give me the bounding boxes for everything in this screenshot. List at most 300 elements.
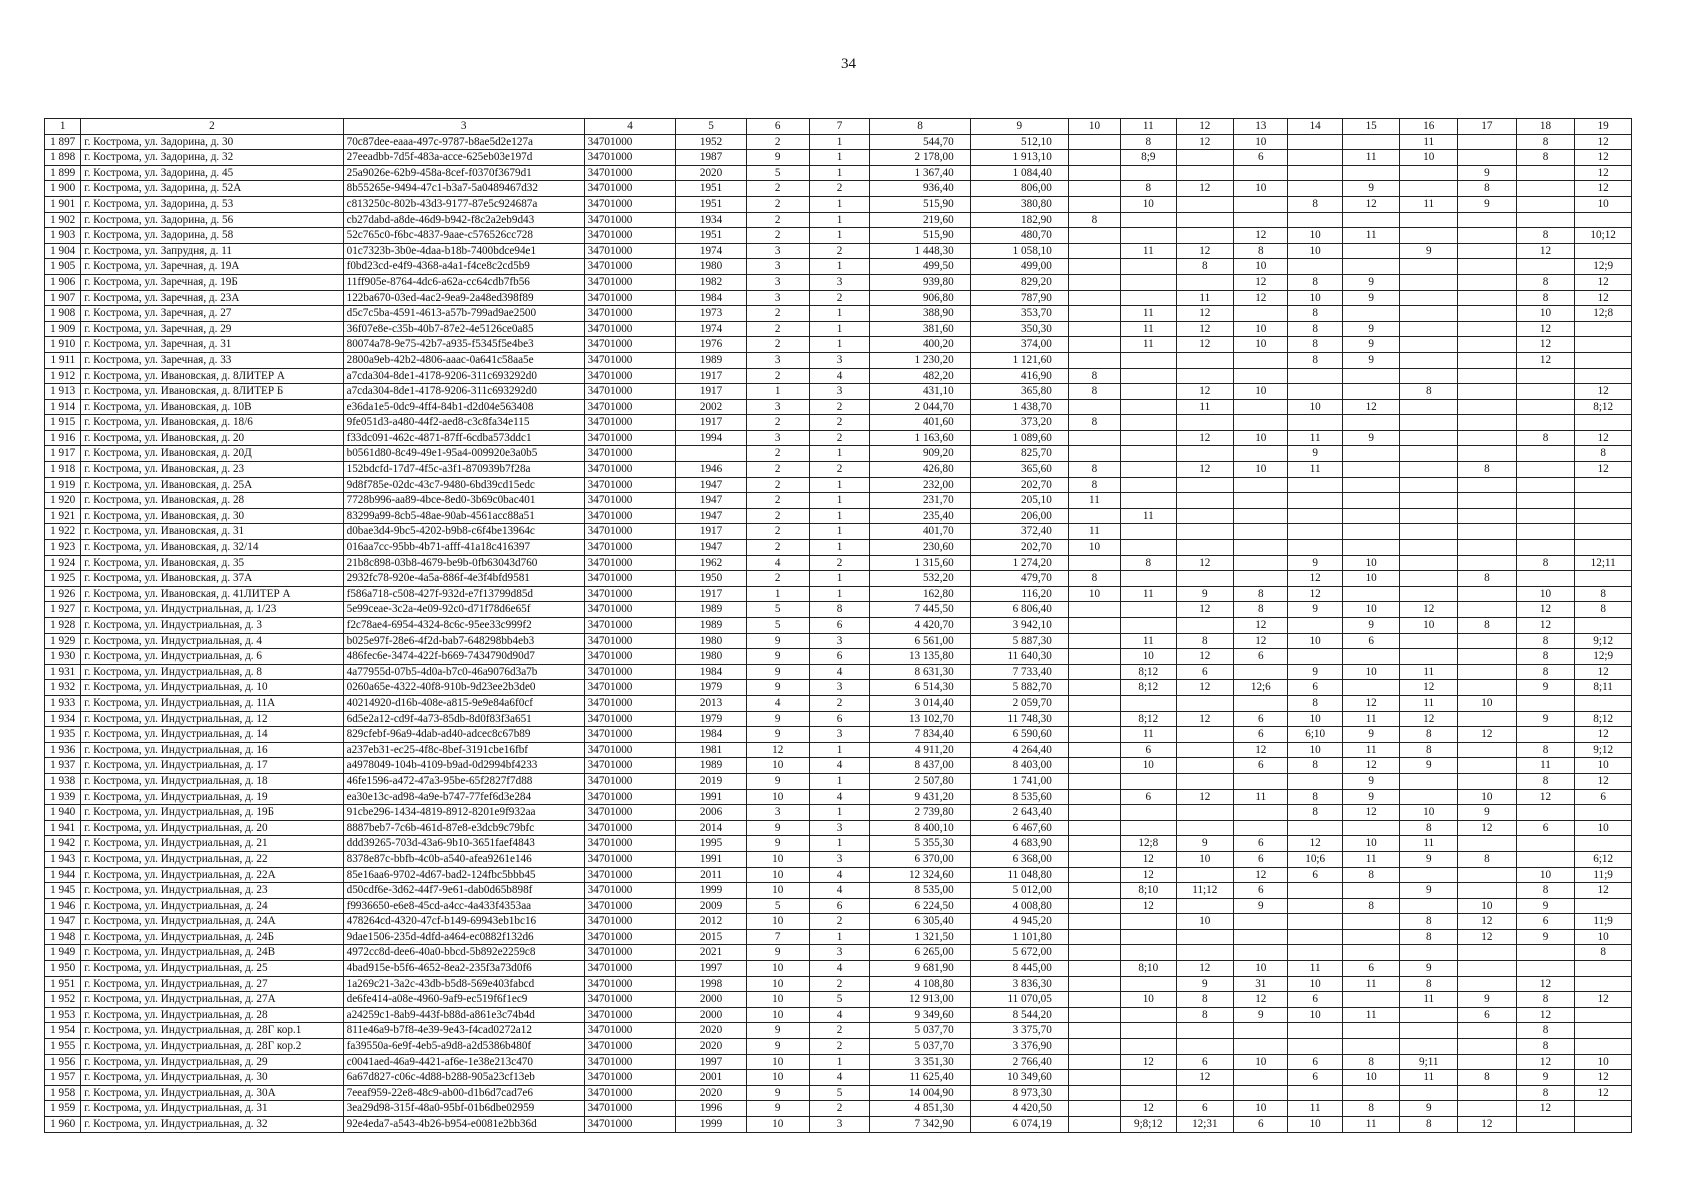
table-cell: 8 (1176, 992, 1234, 1008)
table-cell: 10 (1234, 134, 1288, 150)
table-row (45, 1023, 1632, 1039)
table-cell: 2 (746, 306, 809, 322)
table-cell: 12 (1342, 196, 1400, 212)
table-cell: 1 (809, 337, 870, 353)
table-cell (1400, 789, 1458, 805)
table-cell: de6fe414-a08e-4960-9af9-ec519f6f1ec9 (343, 992, 584, 1008)
table-cell: 1991 (676, 789, 746, 805)
table-cell: 3 (809, 1117, 870, 1133)
table-cell: 1 947 (45, 914, 81, 930)
table-cell: 3 (809, 352, 870, 368)
table-cell (1575, 337, 1632, 353)
table-cell: 5 355,30 (870, 836, 970, 852)
table-cell: 479,70 (970, 571, 1068, 587)
table-cell (1575, 618, 1632, 634)
table-cell: 12 (1176, 555, 1234, 571)
table-cell: 6a67d827-c06c-4d88-b288-905a23cf13eb (343, 1070, 584, 1086)
table-cell: 31 (1234, 976, 1288, 992)
table-cell: 10 (1234, 1101, 1288, 1117)
table-cell: cb27dabd-a8de-46d9-b942-f8c2a2eb9d43 (343, 212, 584, 228)
table-cell: 2 (809, 462, 870, 478)
column-number-cell: 18 (1516, 119, 1575, 135)
table-cell: 1 (746, 384, 809, 400)
table-cell: 2 (746, 228, 809, 244)
table-cell: 12 (1516, 618, 1575, 634)
table-cell (1400, 399, 1458, 415)
table-cell: 2 739,80 (870, 805, 970, 821)
table-cell (1176, 571, 1234, 587)
table-cell (1458, 602, 1517, 618)
table-cell: 5 037,70 (870, 1039, 970, 1055)
table-cell: 116,20 (970, 586, 1068, 602)
table-cell: 4 008,80 (970, 898, 1068, 914)
table-cell (1342, 649, 1400, 665)
table-cell (1458, 540, 1517, 556)
table-cell (1575, 1117, 1632, 1133)
table-cell: 1 315,60 (870, 555, 970, 571)
table-cell: 11 748,30 (970, 711, 1068, 727)
table-cell: 4 (809, 368, 870, 384)
table-cell: 34701000 (584, 477, 676, 493)
table-cell: 12 (1176, 680, 1234, 696)
table-cell: 10 (1121, 758, 1176, 774)
table-row (45, 1054, 1632, 1070)
table-cell (1068, 1085, 1120, 1101)
table-cell (1516, 415, 1575, 431)
table-cell: 11 (1121, 306, 1176, 322)
table-cell (1342, 540, 1400, 556)
table-row (45, 1101, 1632, 1117)
table-cell: 1 898 (45, 150, 81, 166)
table-cell: 1 950 (45, 961, 81, 977)
table-cell: 1 954 (45, 1023, 81, 1039)
table-cell: 1 925 (45, 571, 81, 587)
table-cell: 1995 (676, 836, 746, 852)
table-cell: 8;12 (1121, 680, 1176, 696)
table-row (45, 493, 1632, 509)
table-cell (1288, 415, 1342, 431)
table-cell: 1 924 (45, 555, 81, 571)
table-cell: 1 (809, 477, 870, 493)
table-cell: 1989 (676, 758, 746, 774)
table-cell: 1984 (676, 727, 746, 743)
table-cell: 9 (746, 1085, 809, 1101)
table-cell: 12 (1176, 961, 1234, 977)
table-cell (1458, 961, 1517, 977)
table-cell (1575, 571, 1632, 587)
table-cell: 10 (1288, 228, 1342, 244)
table-cell: f33dc091-462c-4871-87ff-6cdba573ddc1 (343, 430, 584, 446)
table-cell (1121, 1023, 1176, 1039)
table-cell: 1 367,40 (870, 165, 970, 181)
table-cell (1288, 477, 1342, 493)
table-cell: 2 (746, 477, 809, 493)
table-cell: 10 (1121, 649, 1176, 665)
table-cell (1234, 165, 1288, 181)
table-cell: г. Кострома, ул. Заречная, д. 29 (81, 321, 343, 337)
table-cell: 10 (1068, 540, 1120, 556)
table-cell (1575, 1007, 1632, 1023)
table-row (45, 867, 1632, 883)
table-cell (1176, 508, 1234, 524)
table-cell (1068, 742, 1120, 758)
table-cell: 6 (1288, 1054, 1342, 1070)
table-cell: г. Кострома, ул. Индустриальная, д. 28Г кор.2 (81, 1039, 343, 1055)
table-cell: 9 (1516, 1070, 1575, 1086)
table-row (45, 602, 1632, 618)
table-cell (1458, 742, 1517, 758)
table-cell: 2013 (676, 695, 746, 711)
table-cell: 8 (1176, 633, 1234, 649)
table-cell: 2020 (676, 1085, 746, 1101)
table-cell: г. Кострома, ул. Индустриальная, д. 27А (81, 992, 343, 1008)
table-cell: 2 (809, 399, 870, 415)
table-cell (1068, 883, 1120, 899)
table-cell: г. Кострома, ул. Задорина, д. 52А (81, 181, 343, 197)
table-cell: 2 (809, 243, 870, 259)
table-cell: 2 (746, 540, 809, 556)
table-cell: 46fe1596-a472-47a3-95be-65f2827f7d88 (343, 773, 584, 789)
table-row (45, 384, 1632, 400)
table-cell: 1981 (676, 742, 746, 758)
table-cell (1400, 773, 1458, 789)
table-cell: 1 926 (45, 586, 81, 602)
table-cell: г. Кострома, ул. Задорина, д. 45 (81, 165, 343, 181)
table-cell: г. Кострома, ул. Заречная, д. 31 (81, 337, 343, 353)
table-cell: 9 (1342, 727, 1400, 743)
table-cell (1516, 805, 1575, 821)
table-cell: 016aa7cc-95bb-4b71-afff-41a18c416397 (343, 540, 584, 556)
table-cell: 1 918 (45, 462, 81, 478)
table-cell: 906,80 (870, 290, 970, 306)
table-cell: 3ea29d98-315f-48a0-95bf-01b6dbe02959 (343, 1101, 584, 1117)
table-cell: 486fec6e-3474-422f-b669-7434790d90d7 (343, 649, 584, 665)
table-cell: 9 (1342, 290, 1400, 306)
table-cell (1234, 945, 1288, 961)
table-cell (1288, 165, 1342, 181)
table-cell (1121, 493, 1176, 509)
table-cell (1575, 477, 1632, 493)
table-cell: 10 (1342, 1070, 1400, 1086)
table-cell (1068, 1117, 1120, 1133)
table-cell: 4 (746, 555, 809, 571)
table-cell: 2 (746, 181, 809, 197)
table-cell (1458, 306, 1517, 322)
table-cell: 4972cc8d-dee6-40a0-bbcd-5b892e2259c8 (343, 945, 584, 961)
table-cell: 11 (1121, 508, 1176, 524)
table-cell: 34701000 (584, 976, 676, 992)
table-cell: 34701000 (584, 181, 676, 197)
table-cell: 9 (1342, 773, 1400, 789)
table-cell: 1982 (676, 274, 746, 290)
table-cell (676, 446, 746, 462)
table-cell (1342, 446, 1400, 462)
table-cell (1068, 618, 1120, 634)
table-cell (1121, 368, 1176, 384)
table-cell: 10 (1068, 586, 1120, 602)
table-cell (1458, 228, 1517, 244)
table-cell: 12 (1234, 618, 1288, 634)
table-cell (1288, 914, 1342, 930)
column-number-cell: 4 (584, 119, 676, 135)
table-cell: г. Кострома, ул. Индустриальная, д. 17 (81, 758, 343, 774)
table-cell (1121, 274, 1176, 290)
table-cell (1458, 508, 1517, 524)
table-cell: 6 (1176, 664, 1234, 680)
table-cell: 3 (809, 727, 870, 743)
table-cell: 34701000 (584, 820, 676, 836)
table-cell: 34701000 (584, 150, 676, 166)
table-cell: 70c87dee-eaaa-497c-9787-b8ae5d2e127a (343, 134, 584, 150)
table-cell: 1 903 (45, 228, 81, 244)
table-row (45, 399, 1632, 415)
table-cell (1176, 415, 1234, 431)
table-cell: ddd39265-703d-43a6-9b10-3651faef4843 (343, 836, 584, 852)
table-cell: 8 (1068, 212, 1120, 228)
table-cell: 2 (746, 462, 809, 478)
table-cell (1121, 773, 1176, 789)
table-row (45, 196, 1632, 212)
table-cell: 8;10 (1121, 961, 1176, 977)
table-cell: 1 (809, 493, 870, 509)
table-cell (1400, 368, 1458, 384)
table-cell: 1917 (676, 384, 746, 400)
table-cell (1458, 633, 1517, 649)
table-cell: 8 (1516, 274, 1575, 290)
table-row (45, 368, 1632, 384)
table-cell (1516, 399, 1575, 415)
table-cell: 512,10 (970, 134, 1068, 150)
table-cell: 1974 (676, 243, 746, 259)
table-cell: 12 (1516, 337, 1575, 353)
table-cell (1342, 477, 1400, 493)
table-cell: 2 (809, 181, 870, 197)
table-cell (1458, 1054, 1517, 1070)
table-cell: 8 (1516, 228, 1575, 244)
table-cell: 10 (1288, 711, 1342, 727)
table-cell: 1 (809, 773, 870, 789)
table-cell: 350,30 (970, 321, 1068, 337)
table-cell: 34701000 (584, 727, 676, 743)
table-cell: 2 507,80 (870, 773, 970, 789)
table-row (45, 820, 1632, 836)
table-cell: 11 (1121, 633, 1176, 649)
table-cell (1342, 368, 1400, 384)
table-cell (1176, 150, 1234, 166)
table-cell: 9 431,20 (870, 789, 970, 805)
table-cell (1176, 867, 1234, 883)
table-cell: 34701000 (584, 742, 676, 758)
table-cell: 1980 (676, 259, 746, 275)
table-cell: 4 (809, 883, 870, 899)
table-cell (1068, 867, 1120, 883)
table-cell: 34701000 (584, 1039, 676, 1055)
table-row (45, 243, 1632, 259)
table-cell: 12 (1176, 430, 1234, 446)
table-cell: г. Кострома, ул. Индустриальная, д. 20 (81, 820, 343, 836)
table-cell: 9 (1234, 898, 1288, 914)
table-cell (1288, 259, 1342, 275)
table-cell: 12 (1342, 399, 1400, 415)
table-cell: 8 (1400, 929, 1458, 945)
table-cell: 1 (809, 524, 870, 540)
table-cell: 12 (1121, 1101, 1176, 1117)
table-cell: 1951 (676, 228, 746, 244)
table-row (45, 789, 1632, 805)
table-cell (1234, 493, 1288, 509)
table-cell: г. Кострома, ул. Индустриальная, д. 6 (81, 649, 343, 665)
table-cell: 10 (1342, 664, 1400, 680)
table-cell (1516, 727, 1575, 743)
table-cell (1121, 571, 1176, 587)
table-cell (1234, 352, 1288, 368)
table-cell: 5 (746, 898, 809, 914)
table-cell (1400, 352, 1458, 368)
table-cell (1234, 524, 1288, 540)
table-cell: 11 (1342, 742, 1400, 758)
table-cell: г. Кострома, ул. Заречная, д. 19А (81, 259, 343, 275)
table-cell: 1 (809, 571, 870, 587)
table-cell: 8887beb7-7c6b-461d-87e8-e3dcb9c79bfc (343, 820, 584, 836)
table-cell: г. Кострома, ул. Ивановская, д. 8ЛИТЕР А (81, 368, 343, 384)
table-cell: 431,10 (870, 384, 970, 400)
table-cell (1458, 243, 1517, 259)
table-cell: 11 (1342, 1117, 1400, 1133)
table-cell: 10 (1400, 805, 1458, 821)
table-cell: 1976 (676, 337, 746, 353)
table-cell: 11 (1288, 961, 1342, 977)
table-row (45, 555, 1632, 571)
table-cell: 34701000 (584, 1085, 676, 1101)
table-cell (1176, 742, 1234, 758)
table-cell: 14 004,90 (870, 1085, 970, 1101)
column-number-cell: 2 (81, 119, 343, 135)
table-cell: 7 (746, 929, 809, 945)
table-cell (1121, 165, 1176, 181)
table-cell (1068, 649, 1120, 665)
table-cell: 34701000 (584, 914, 676, 930)
table-cell (1234, 540, 1288, 556)
table-row (45, 586, 1632, 602)
table-cell: 499,00 (970, 259, 1068, 275)
table-cell: 12 (1176, 337, 1234, 353)
column-number-cell: 15 (1342, 119, 1400, 135)
table-row (45, 212, 1632, 228)
table-row (45, 836, 1632, 852)
table-cell: 12 (1516, 789, 1575, 805)
table-cell (1400, 508, 1458, 524)
table-row (45, 914, 1632, 930)
table-cell: 11 (1121, 727, 1176, 743)
table-cell (1176, 820, 1234, 836)
table-cell: 8 (1288, 758, 1342, 774)
table-cell: 7 733,40 (970, 664, 1068, 680)
table-cell (1176, 758, 1234, 774)
table-cell: 34701000 (584, 1054, 676, 1070)
table-cell: 2006 (676, 805, 746, 821)
table-cell: 9 (746, 680, 809, 696)
table-cell: 2 (746, 196, 809, 212)
table-cell: 12 (1234, 742, 1288, 758)
table-cell: 1 904 (45, 243, 81, 259)
table-cell: 34701000 (584, 571, 676, 587)
table-cell: 12 (1176, 1070, 1234, 1086)
table-cell (1458, 337, 1517, 353)
table-cell: 8 (1575, 602, 1632, 618)
table-cell: 10 (1176, 914, 1234, 930)
table-cell: 12 (1176, 384, 1234, 400)
table-cell: г. Кострома, ул. Индустриальная, д. 11А (81, 695, 343, 711)
table-cell: 9 (1400, 1101, 1458, 1117)
table-cell: 10 (1516, 586, 1575, 602)
table-cell: 12 (1458, 1117, 1517, 1133)
table-row (45, 150, 1632, 166)
table-row (45, 462, 1632, 478)
table-cell: 27eeadbb-7d5f-483a-acce-625eb03e197d (343, 150, 584, 166)
table-cell: 12 (1176, 789, 1234, 805)
column-number-row (45, 119, 1632, 135)
table-cell (1516, 945, 1575, 961)
table-cell: г. Кострома, ул. Индустриальная, д. 23 (81, 883, 343, 899)
table-cell: 1 321,50 (870, 929, 970, 945)
table-cell: 202,70 (970, 477, 1068, 493)
table-cell: 426,80 (870, 462, 970, 478)
table-cell: 10 (746, 883, 809, 899)
table-cell (1068, 820, 1120, 836)
table-cell: 11 (1400, 836, 1458, 852)
table-row (45, 415, 1632, 431)
table-cell (1068, 961, 1120, 977)
table-cell: 8 (1068, 462, 1120, 478)
table-cell: 1997 (676, 961, 746, 977)
table-cell: 1 915 (45, 415, 81, 431)
table-cell (1575, 368, 1632, 384)
table-row (45, 1007, 1632, 1023)
table-cell: 10 (1342, 836, 1400, 852)
table-cell: 8 (1342, 1101, 1400, 1117)
table-cell: 1934 (676, 212, 746, 228)
table-cell: 9 (1458, 805, 1517, 821)
table-cell: 12;8 (1121, 836, 1176, 852)
table-cell (1176, 274, 1234, 290)
table-cell: 3 014,40 (870, 695, 970, 711)
table-cell: 4 108,80 (870, 976, 970, 992)
table-cell: 8 (1575, 446, 1632, 462)
table-cell: 2020 (676, 1039, 746, 1055)
table-cell: 12 (1288, 836, 1342, 852)
table-cell (1121, 399, 1176, 415)
table-cell (1176, 352, 1234, 368)
table-cell: 10 (1288, 633, 1342, 649)
table-cell: 10 (1176, 851, 1234, 867)
table-cell: 10 (1288, 1117, 1342, 1133)
table-cell (1068, 196, 1120, 212)
table-cell: 4 (809, 758, 870, 774)
table-cell: 1 897 (45, 134, 81, 150)
table-row (45, 290, 1632, 306)
table-cell: 4 911,20 (870, 742, 970, 758)
table-cell: 6 (1234, 836, 1288, 852)
table-cell: г. Кострома, ул. Заречная, д. 27 (81, 306, 343, 322)
table-cell: 12 (1516, 352, 1575, 368)
table-cell: 10 (746, 1054, 809, 1070)
table-cell (1068, 695, 1120, 711)
table-cell: 12 (1176, 134, 1234, 150)
table-cell: 6 (809, 898, 870, 914)
table-cell: 1 933 (45, 695, 81, 711)
table-cell (1068, 446, 1120, 462)
table-cell: 11 (1400, 992, 1458, 1008)
